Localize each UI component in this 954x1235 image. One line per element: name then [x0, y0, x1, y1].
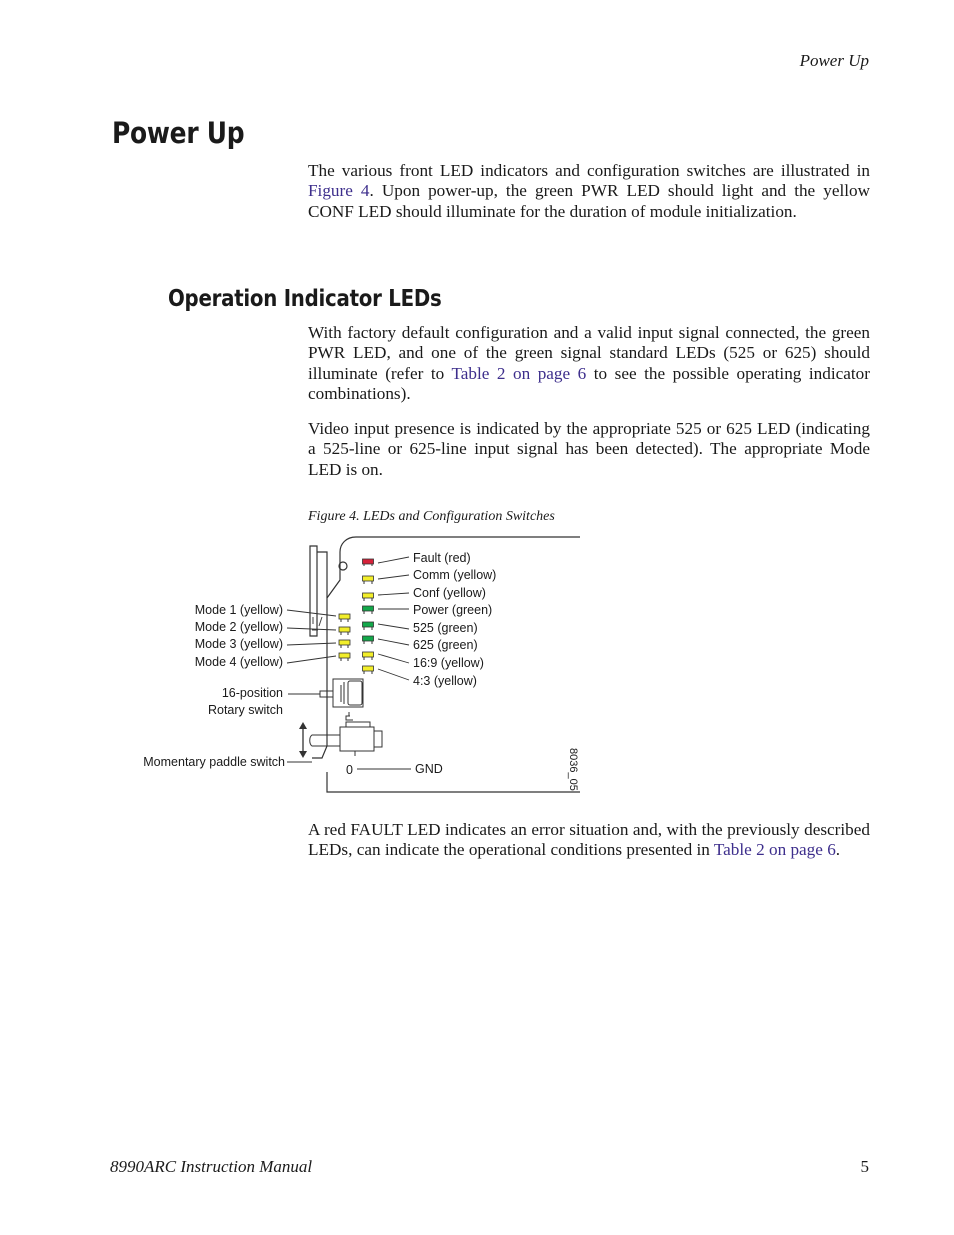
running-head: Power Up	[799, 51, 869, 70]
intro-text-1: The various front LED indicators and configuration switches are illustrated in	[308, 161, 870, 180]
label-mode-2: Mode 2 (yellow)	[194, 620, 283, 634]
led-fault	[363, 559, 374, 566]
intro-text-2: . Upon power-up, the green PWR LED should light and the yellow CONF LED should illuminate for the duration of module initialization.	[308, 181, 871, 221]
paddle-switch	[310, 722, 382, 756]
led-mode-2	[339, 627, 350, 635]
p3-text-2: .	[835, 840, 841, 860]
label-mode-1: Mode 1 (yellow)	[194, 603, 283, 617]
label-525: 525 (green)	[413, 621, 478, 635]
gnd-mark: 0	[346, 763, 353, 777]
label-rotary-2: Rotary switch	[207, 703, 283, 717]
led-power	[363, 606, 374, 614]
leds-paragraph-2: Video input presence is indicated by the appropriate 525 or 625 LED (indicating a 525-line or 625-line input signal has been detected). The appropriate Mode LED is on.	[308, 419, 870, 479]
led-conf	[363, 593, 374, 601]
figure-id: 8036_05	[567, 748, 579, 791]
label-mode-3: Mode 3 (yellow)	[194, 637, 283, 651]
p1-text-2: to see the possible operating indicator combinations).	[308, 363, 870, 404]
p1-text-1: With factory default configuration and a valid input signal connected, the green PWR LED, and one of the green signal standard LEDs (525 or 625) should illuminate (refer to	[308, 323, 870, 383]
led-4-3	[363, 666, 374, 674]
page-title: Power Up	[112, 116, 245, 150]
figure-caption: Figure 4. LEDs and Configuration Switches	[308, 509, 555, 524]
label-comm: Comm (yellow)	[413, 568, 497, 582]
label-gnd: GND	[415, 762, 443, 776]
table-2-link-2[interactable]: Table 2 on page 6	[713, 840, 836, 860]
label-power: Power (green)	[413, 603, 493, 617]
table-2-link[interactable]: Table 2 on page 6	[451, 363, 587, 383]
label-paddle: Momentary paddle switch	[143, 755, 285, 769]
label-625: 625 (green)	[413, 638, 478, 652]
label-rotary-1: 16-position	[221, 686, 283, 700]
section-heading: Operation Indicator LEDs	[168, 286, 442, 312]
label-16-9: 16:9 (yellow)	[413, 656, 484, 670]
led-mode-1	[339, 614, 350, 622]
label-fault: Fault (red)	[413, 551, 471, 565]
led-16-9	[363, 652, 374, 660]
led-mode-3	[339, 640, 350, 648]
figure-4-link[interactable]: Figure 4	[308, 181, 370, 201]
fault-paragraph	[308, 820, 870, 861]
p3-text-1: A red FAULT LED indicates an error situation and, with the previously described LEDs, can indicate the operational conditions presented in	[308, 820, 870, 860]
footer-manual-title: 8990ARC Instruction Manual	[110, 1157, 313, 1176]
paddle-arrow-icon	[299, 722, 307, 758]
footer-page-number: 5	[860, 1157, 869, 1176]
led-525	[363, 622, 374, 630]
led-625	[363, 636, 374, 644]
label-conf: Conf (yellow)	[413, 586, 486, 600]
leader-lines	[287, 557, 411, 769]
led-comm	[363, 576, 374, 584]
label-4-3: 4:3 (yellow)	[413, 674, 477, 688]
led-mode-4	[339, 653, 350, 661]
label-mode-4: Mode 4 (yellow)	[194, 655, 283, 669]
